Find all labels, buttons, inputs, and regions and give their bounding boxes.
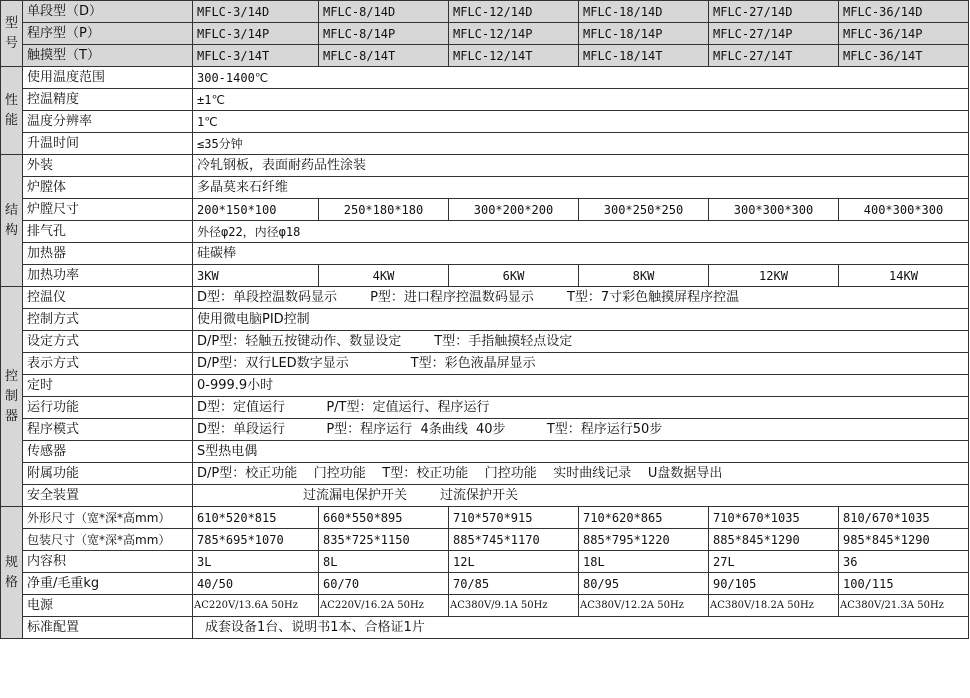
group-model: 型号: [1, 1, 23, 67]
outer-size-cell: 710*670*1035: [709, 507, 839, 529]
row-value: 冷轧钢板，表面耐药品性涂装: [193, 155, 969, 177]
volume-cell: 12L: [449, 551, 579, 573]
pack-size-cell: 885*795*1220: [579, 529, 709, 551]
power-cell: 4KW: [319, 265, 449, 287]
performance-row: [1, 67, 969, 89]
structure-row: [1, 221, 969, 243]
row-label: 外形尺寸（宽*深*高mm）: [23, 507, 193, 529]
pack-size-cell: 885*845*1290: [709, 529, 839, 551]
size-cell: 250*180*180: [319, 199, 449, 221]
row-value: 外径φ22，内径φ18: [193, 221, 969, 243]
pack-size-cell: 835*725*1150: [319, 529, 449, 551]
model-cell: MFLC-36/14T: [839, 45, 969, 67]
row-value: 0-999.9小时: [193, 375, 969, 397]
row-value: S型热电偶: [193, 441, 969, 463]
power-supply-cell: AC380V/18.2A 50Hz: [709, 595, 839, 617]
row-label: 控制方式: [23, 309, 193, 331]
row-label: 表示方式: [23, 353, 193, 375]
row-label: 加热功率: [23, 265, 193, 287]
row-label: 温度分辨率: [23, 111, 193, 133]
size-cell: 400*300*300: [839, 199, 969, 221]
row-value: 过流漏电保护开关 过流保护开关: [193, 485, 969, 507]
volume-cell: 18L: [579, 551, 709, 573]
power-cell: 6KW: [449, 265, 579, 287]
row-label: 外装: [23, 155, 193, 177]
weight-cell: 70/85: [449, 573, 579, 595]
group-controller: 控制器: [1, 287, 23, 507]
row-label: 传感器: [23, 441, 193, 463]
volume-cell: 36: [839, 551, 969, 573]
size-cell: 300*200*200: [449, 199, 579, 221]
structure-row: [1, 265, 969, 287]
row-label: 排气孔: [23, 221, 193, 243]
model-cell: MFLC-3/14D: [193, 1, 319, 23]
row-label: 炉膛体: [23, 177, 193, 199]
row-value: D型：定值运行 P/T型：定值运行、程序运行: [193, 397, 969, 419]
row-label: 运行功能: [23, 397, 193, 419]
row-label: 安全装置: [23, 485, 193, 507]
structure-row: [1, 199, 969, 221]
pack-size-cell: 785*695*1070: [193, 529, 319, 551]
model-cell: MFLC-18/14D: [579, 1, 709, 23]
performance-row: [1, 133, 969, 155]
row-label: 控温精度: [23, 89, 193, 111]
model-row: [1, 45, 969, 67]
outer-size-cell: 710*570*915: [449, 507, 579, 529]
power-supply-cell: AC220V/16.2A 50Hz: [319, 595, 449, 617]
model-cell: MFLC-12/14P: [449, 23, 579, 45]
controller-row: [1, 463, 969, 485]
model-cell: MFLC-36/14D: [839, 1, 969, 23]
weight-cell: 80/95: [579, 573, 709, 595]
weight-cell: 60/70: [319, 573, 449, 595]
model-cell: MFLC-3/14P: [193, 23, 319, 45]
model-cell: MFLC-27/14T: [709, 45, 839, 67]
controller-row: [1, 287, 969, 309]
row-value: ±1℃: [193, 89, 969, 111]
structure-row: [1, 155, 969, 177]
model-cell: MFLC-3/14T: [193, 45, 319, 67]
power-cell: 8KW: [579, 265, 709, 287]
model-cell: MFLC-8/14D: [319, 1, 449, 23]
row-value: 使用微电脑PID控制: [193, 309, 969, 331]
power-supply-cell: AC380V/12.2A 50Hz: [579, 595, 709, 617]
power-supply-cell: AC380V/9.1A 50Hz: [449, 595, 579, 617]
weight-cell: 100/115: [839, 573, 969, 595]
row-value: D/P型：轻触五按键动作、数显设定 T型：手指触摸轻点设定: [193, 331, 969, 353]
row-label: 附属功能: [23, 463, 193, 485]
size-cell: 300*300*300: [709, 199, 839, 221]
row-value: 多晶莫来石纤维: [193, 177, 969, 199]
row-value: 1℃: [193, 111, 969, 133]
row-value: D/P型：校正功能 门控功能 T型：校正功能 门控功能 实时曲线记录 U盘数据导出: [193, 463, 969, 485]
outer-size-cell: 660*550*895: [319, 507, 449, 529]
power-cell: 3KW: [193, 265, 319, 287]
row-label: 控温仪: [23, 287, 193, 309]
row-label: 单段型（D）: [23, 1, 193, 23]
row-label: 使用温度范围: [23, 67, 193, 89]
row-label: 加热器: [23, 243, 193, 265]
controller-row: [1, 419, 969, 441]
structure-row: [1, 243, 969, 265]
row-label: 设定方式: [23, 331, 193, 353]
row-label: 内容积: [23, 551, 193, 573]
row-value: D/P型：双行LED数字显示 T型：彩色液晶屏显示: [193, 353, 969, 375]
controller-row: [1, 309, 969, 331]
row-value: 成套设备1台、说明书1本、合格证1片: [193, 617, 969, 639]
pack-size-cell: 885*745*1170: [449, 529, 579, 551]
spec-row: [1, 573, 969, 595]
row-value: D型：单段运行 P型：程序运行 4条曲线 40步 T型：程序运行50步: [193, 419, 969, 441]
power-cell: 12KW: [709, 265, 839, 287]
model-cell: MFLC-12/14D: [449, 1, 579, 23]
size-cell: 300*250*250: [579, 199, 709, 221]
power-supply-cell: AC380V/21.3A 50Hz: [839, 595, 969, 617]
row-value: 300-1400℃: [193, 67, 969, 89]
power-supply-cell: AC220V/13.6A 50Hz: [193, 595, 319, 617]
weight-cell: 40/50: [193, 573, 319, 595]
power-cell: 14KW: [839, 265, 969, 287]
weight-cell: 90/105: [709, 573, 839, 595]
row-label: 电源: [23, 595, 193, 617]
volume-cell: 27L: [709, 551, 839, 573]
model-cell: MFLC-18/14T: [579, 45, 709, 67]
row-label: 升温时间: [23, 133, 193, 155]
row-value: D型：单段控温数码显示 P型：进口程序控温数码显示 T型：7寸彩色触摸屏程序控温: [193, 287, 969, 309]
performance-row: [1, 89, 969, 111]
outer-size-cell: 810/670*1035: [839, 507, 969, 529]
model-row: [1, 23, 969, 45]
spec-row: [1, 595, 969, 617]
spec-row: [1, 617, 969, 639]
row-label: 包装尺寸（宽*深*高mm）: [23, 529, 193, 551]
group-performance: 性能: [1, 67, 23, 155]
pack-size-cell: 985*845*1290: [839, 529, 969, 551]
outer-size-cell: 710*620*865: [579, 507, 709, 529]
row-label: 程序型（P）: [23, 23, 193, 45]
row-label: 净重/毛重kg: [23, 573, 193, 595]
model-cell: MFLC-18/14P: [579, 23, 709, 45]
outer-size-cell: 610*520*815: [193, 507, 319, 529]
model-cell: MFLC-8/14P: [319, 23, 449, 45]
controller-row: [1, 353, 969, 375]
row-label: 定时: [23, 375, 193, 397]
spec-row: [1, 507, 969, 529]
model-cell: MFLC-36/14P: [839, 23, 969, 45]
model-row: [1, 1, 969, 23]
volume-cell: 3L: [193, 551, 319, 573]
controller-row: [1, 375, 969, 397]
row-value: 硅碳棒: [193, 243, 969, 265]
volume-cell: 8L: [319, 551, 449, 573]
controller-row: [1, 397, 969, 419]
controller-row: [1, 441, 969, 463]
row-value: ≤35分钟: [193, 133, 969, 155]
spec-row: [1, 551, 969, 573]
group-spec: 规格: [1, 507, 23, 639]
controller-row: [1, 485, 969, 507]
spec-row: [1, 529, 969, 551]
controller-row: [1, 331, 969, 353]
group-structure: 结构: [1, 155, 23, 287]
row-label: 程序模式: [23, 419, 193, 441]
size-cell: 200*150*100: [193, 199, 319, 221]
structure-row: [1, 177, 969, 199]
row-label: 炉膛尺寸: [23, 199, 193, 221]
model-cell: MFLC-27/14D: [709, 1, 839, 23]
row-label: 标准配置: [23, 617, 193, 639]
model-cell: MFLC-12/14T: [449, 45, 579, 67]
row-label: 触摸型（T）: [23, 45, 193, 67]
model-cell: MFLC-27/14P: [709, 23, 839, 45]
model-cell: MFLC-8/14T: [319, 45, 449, 67]
performance-row: [1, 111, 969, 133]
